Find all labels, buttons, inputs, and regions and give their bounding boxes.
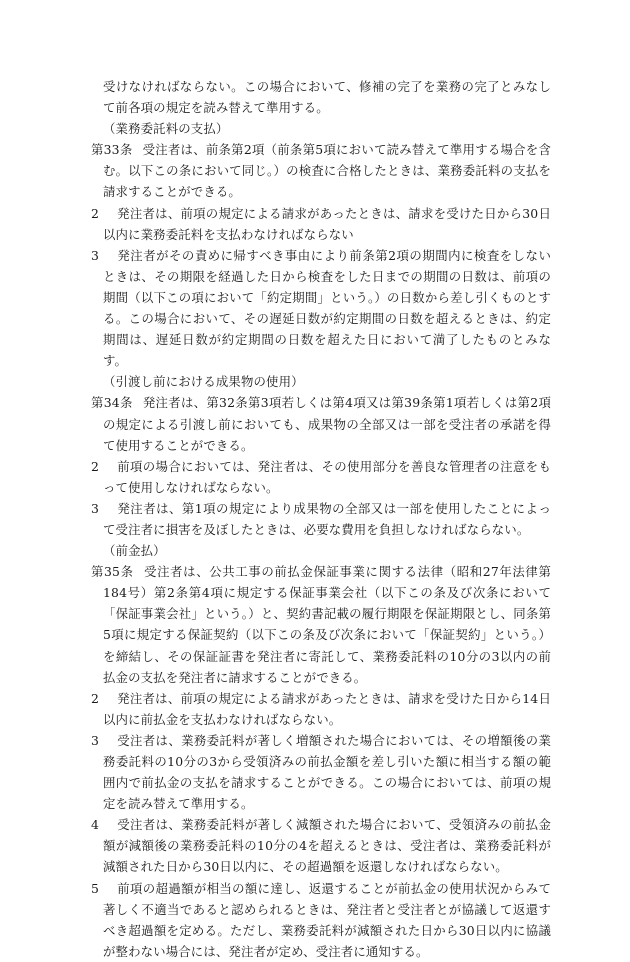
article-34-item-2 bbox=[91, 456, 551, 498]
article-34-item-3 bbox=[91, 498, 551, 540]
article-33-item-3 bbox=[91, 245, 551, 372]
article-text: 受注者は、前条第2項（前条第5項において読み替えて準用する場合を含む。以下この条において同じ。）の検査に合格したときは、業務委託料の支払を請求することができる。 bbox=[103, 142, 551, 200]
article-35-item-5 bbox=[91, 878, 551, 962]
item-text: 発注者がその責めに帰すべき事由により前条第2項の期間内に検査をしないときは、その期限を経過した日から検査をした日までの期間の日数は、前項の期間（以下この項において「約定期間」という。）の日数から差し引くものとする。この場合において、その遅延日数が約定期間の日数を超えるときは、約定期間は、遅延日数が約定期間の日数を超えた日において満了したものとみなす。 bbox=[103, 247, 551, 369]
article-34-heading: （引渡し前における成果物の使用） bbox=[103, 374, 304, 390]
item-number: 2 bbox=[91, 458, 100, 474]
item-number: 3 bbox=[91, 247, 100, 263]
item-number: 2 bbox=[91, 690, 100, 706]
article-text: 受注者は、公共工事の前払金保証事業に関する法律（昭和27年法律第184号）第2条第4項に規定する保証事業会社（以下この条及び次条において「保証事業会社」という。）と、契約書記載の履行期限を保証期限とし、同条第5項に規定する保証契約（以下この条及び次条において「保証契約」という。）を締結し、その保証証書を発注者に寄託して、業務委託料の10分の3以内の前払金の支払を発注者に請求することができる。 bbox=[103, 564, 551, 685]
item-text: 発注者は、前項の規定による請求があったときは、請求を受けた日から14日以内に前払金を支払わなければならない。 bbox=[103, 690, 551, 727]
article-number: 第33条 bbox=[91, 142, 133, 158]
item-number: 2 bbox=[91, 205, 100, 221]
item-text: 受注者は、業務委託料が著しく減額された場合において、受領済みの前払金額が減額後の業務委託料の10分の4を超えるときは、受注者は、業務委託料が減額された日から30日以内に、その超過額を返還しなければならない。 bbox=[103, 817, 551, 875]
article-text: 発注者は、第32条第3項若しくは第4項又は第39条第1項若しくは第2項の規定による引渡し前においても、成果物の全部又は一部を受注者の承諾を得て使用することができる。 bbox=[103, 395, 551, 453]
item-number: 4 bbox=[91, 817, 100, 833]
article-33-item-2 bbox=[91, 203, 551, 245]
article-33-body bbox=[91, 139, 551, 202]
item-text: 発注者は、前項の規定による請求があったときは、請求を受けた日から30日以内に業務委託料を支払わなければならない bbox=[103, 205, 551, 242]
item-number: 3 bbox=[91, 732, 100, 748]
item-number: 5 bbox=[91, 880, 100, 896]
article-35-heading: （前金払） bbox=[103, 543, 166, 559]
item-number: 3 bbox=[91, 500, 100, 516]
article-35-body bbox=[91, 561, 551, 688]
article-35-item-2 bbox=[91, 688, 551, 730]
continuation-text: 受けなければならない。この場合において、修補の完了を業務の完了とみなして前各項の規定を読み替えて準用する。 bbox=[103, 79, 551, 116]
article-number: 第34条 bbox=[91, 395, 133, 411]
article-34-body bbox=[91, 392, 551, 455]
article-33-heading: （業務委託料の支払） bbox=[103, 121, 229, 137]
document-page bbox=[91, 76, 551, 962]
article-35-item-3 bbox=[91, 730, 551, 814]
article-number: 第35条 bbox=[91, 564, 134, 580]
item-text: 前項の場合においては、発注者は、その使用部分を善良な管理者の注意をもって使用しなければならない。 bbox=[103, 458, 551, 495]
article-35-item-4 bbox=[91, 814, 551, 877]
item-text: 前項の超過額が相当の額に達し、返還することが前払金の使用状況からみて著しく不適当であると認められるときは、発注者と受注者とが協議して返還すべき超過額を定める。ただし、業務委託料が減額された日から30日以内に協議が整わない場合には、発注者が定め、受注者に通知する。 bbox=[103, 880, 551, 959]
item-text: 発注者は、第1項の規定により成果物の全部又は一部を使用したことによって受注者に損害を及ぼしたときは、必要な費用を負担しなければならない。 bbox=[103, 500, 551, 537]
item-text: 受注者は、業務委託料が著しく増額された場合においては、その増額後の業務委託料の10分の3から受領済みの前払金額を差し引いた額に相当する額の範囲内で前払金の支払を請求することができる。この場合においては、前項の規定を読み替えて準用する。 bbox=[103, 732, 551, 812]
